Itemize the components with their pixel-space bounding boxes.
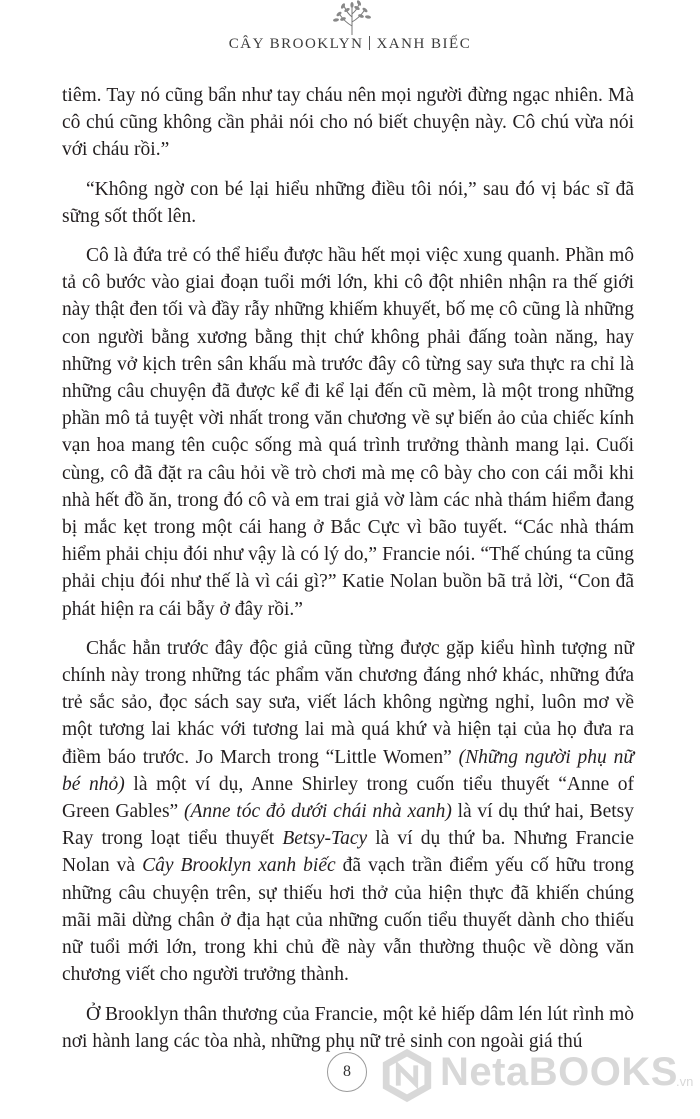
body-text (62, 82, 634, 1067)
p4-text-i: đã vạch trần điểm yếu cố hữu trong những câu chuyện trên, sự thiếu hơi thở của hiện thực đã khiến chúng mãi mãi dừng chân ở địa hạt của những cuốn tiểu thuyết dành cho thiếu nữ tuổi mới lớn, trong khi chủ đề này vẫn thường thuộc về dòng văn chương viết cho người trưởng thành. (62, 855, 635, 986)
p4-italic-betsy-tacy: Betsy-Tacy (282, 828, 368, 850)
page-number: 8 (327, 1052, 367, 1092)
paragraph-1: tiêm. Tay nó cũng bẩn như tay cháu nên mọi người đừng ngạc nhiên. Mà cô chú cũng không cần phải nói cho nó biết chuyện này. Cô chú vừa nói với cháu rồi.” (62, 85, 634, 161)
p4-text-e: là ví dụ thứ hai, Betsy Ray trong loạt tiểu thuyết (62, 801, 634, 850)
watermark-brand: NetaBOOKS (440, 1050, 678, 1094)
paragraph-4 (62, 635, 634, 989)
p4-italic-book-title: Cây Brooklyn xanh biếc (142, 855, 336, 877)
paragraph-2: “Không ngờ con bé lại hiểu những điều tôi nói,” sau đó vị bác sĩ đã sững sốt thốt lên. (62, 178, 634, 227)
title-divider (369, 36, 370, 50)
paragraph-3: Cô là đứa trẻ có thể hiểu được hầu hết mọi việc xung quanh. Phần mô tả cô bước vào giai đoạn tuổi mới lớn, khi cô đột nhiên nhận ra thế giới này thật đen tối và đầy rẫy những khiếm khuyết, bố mẹ cô cũng là những con người bằng xương bằng thịt chứ không phải đấng toàn năng, hay những vở kịch trên sân khấu mà trước đây cô từng say sưa thực ra chỉ là những câu chuyện đã được kể đi kể lại đến cũ mèm, là một trong những phần mô tả tuyệt vời nhất trong văn chương về sự biến ảo của chiếc kính vạn hoa mang tên cuộc sống mà quá trình trưởng thành mang lại. Cuối cùng, cô đã đặt ra câu hỏi về trò chơi mà mẹ cô bày cho con cái mỗi khi nhà hết đồ ăn, trong đó cô và em trai giả vờ làm các nhà thám hiểm đang bị mắc kẹt trong một cái hang ở Bắc Cực vì bão tuyết. “Các nhà thám hiểm phải chịu đói như vậy là có lý do,” Francie nói. “Thế chúng ta cũng phải chịu đói như thế là vì cái gì?” Katie Nolan buồn bã trả lời, “Con đã phát hiện ra cái bẫy ở đây rồi.” (62, 245, 634, 620)
p4-text-c: là một ví dụ, Anne Shirley trong cuốn tiểu thuyết “Anne of Green Gables” (62, 773, 634, 823)
tree-icon (330, 0, 374, 36)
netabooks-logo-icon (378, 1046, 436, 1104)
p4-text-g: là ví dụ thứ ba. Nhưng Francie Nolan và (62, 828, 634, 877)
running-title-left: CÂY BROOKLYN (228, 36, 364, 52)
running-title-right: XANH BIẾC (376, 36, 472, 52)
watermark (378, 1044, 698, 1110)
watermark-suffix: .vn (676, 1074, 694, 1089)
p4-italic-anne-title: (Anne tóc đỏ dưới chái nhà xanh) (183, 801, 452, 823)
running-title (0, 36, 700, 53)
paragraph-5: Ở Brooklyn thân thương của Francie, một kẻ hiếp dâm lén lút rình mò nơi hành lang các tòa nhà, những phụ nữ trẻ sinh con ngoài giá thú (62, 1003, 634, 1052)
p4-text-a: Chắc hẳn trước đây độc giả cũng từng được gặp kiểu hình tượng nữ chính này trong những tác phẩm văn chương đáng nhớ khác, những đứa trẻ sắc sảo, đọc sách say sưa, viết lách không ngừng nghỉ, luôn mơ về một tương lai khác với tương lai mà quá khứ và hiện tại của họ đưa ra điềm báo trước. Jo March trong “Little Women” (62, 637, 634, 768)
p4-italic-little-women-title: (Những người phụ nữ bé nhỏ) (62, 746, 634, 795)
page-header (0, 0, 700, 70)
